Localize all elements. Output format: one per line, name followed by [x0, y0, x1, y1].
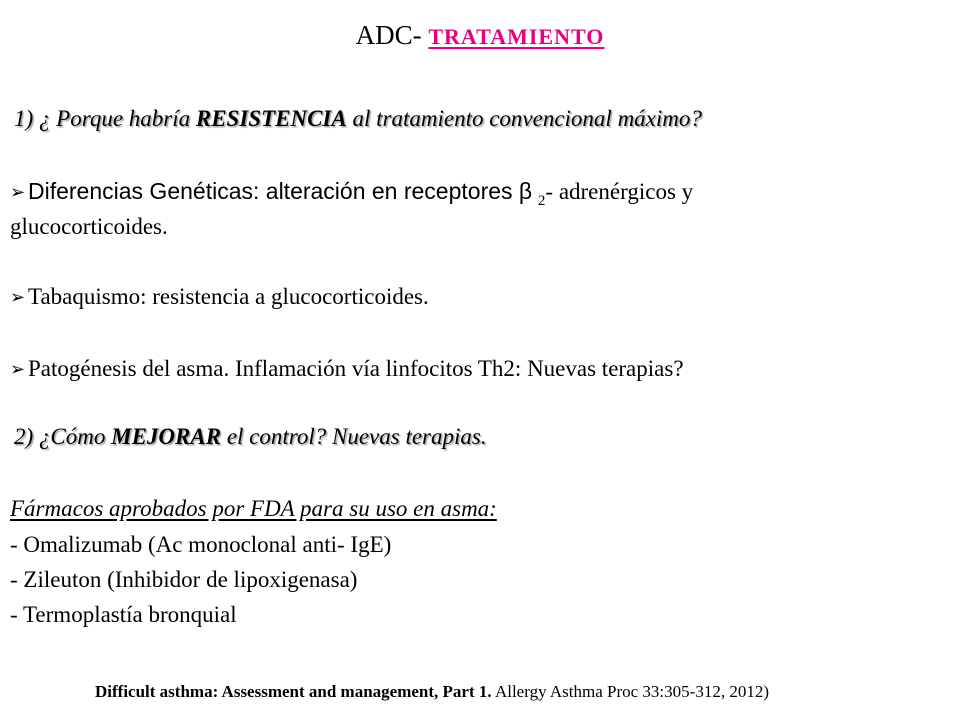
- question-2-after: el control? Nuevas terapias.: [226, 424, 487, 449]
- question-2-emphasis: MEJORAR: [111, 424, 222, 449]
- question-2-heading: [14, 424, 487, 450]
- arrow-bullet-icon: ➢: [10, 287, 26, 308]
- bullet-1-rest: - adrenérgicos y: [545, 179, 694, 204]
- approved-heading: Fármacos aprobados por FDA para su uso en asma:: [10, 496, 497, 521]
- bullet-1-text: Diferencias Genéticas: alteración en receptores β: [28, 178, 533, 204]
- question-2-number: 2): [14, 424, 34, 449]
- question-1-number: 1): [14, 106, 34, 131]
- bullet-1-subscript: 2: [537, 193, 546, 209]
- bullet-2-text: Tabaquismo: resistencia a glucocorticoides.: [28, 284, 429, 309]
- question-1-before: ¿ Porque habría: [38, 106, 191, 131]
- approved-item-omalizumab: - Omalizumab (Ac monoclonal anti- IgE): [10, 532, 392, 557]
- question-2-before: ¿Cómo: [38, 424, 106, 449]
- question-1-emphasis: RESISTENCIA: [195, 106, 347, 131]
- bullet-1-continuation: glucocorticoides.: [10, 214, 168, 239]
- approved-item-thermoplasty: - Termoplastía bronquial: [10, 602, 237, 627]
- citation: [95, 682, 769, 702]
- slide-title: [0, 18, 960, 54]
- question-1-heading: [14, 106, 702, 132]
- title-prefix: ADC-: [355, 20, 422, 50]
- bullet-3-text: Patogénesis del asma. Inflamación vía linfocitos Th2: Nuevas terapias?: [28, 356, 684, 381]
- arrow-bullet-icon: ➢: [10, 359, 26, 380]
- citation-title: Difficult asthma: Assessment and management, Part 1.: [95, 682, 492, 701]
- bullet-smoking: [10, 280, 429, 315]
- bullet-pathogenesis: [10, 352, 684, 387]
- title-accent: TRATAMIENTO: [428, 24, 605, 49]
- citation-source: Allergy Asthma Proc 33:305-312, 2012): [494, 682, 769, 701]
- question-1-after: al tratamiento convencional máximo?: [352, 106, 702, 131]
- arrow-bullet-icon: ➢: [10, 182, 26, 203]
- approved-item-zileuton: - Zileuton (Inhibidor de lipoxigenasa): [10, 567, 358, 592]
